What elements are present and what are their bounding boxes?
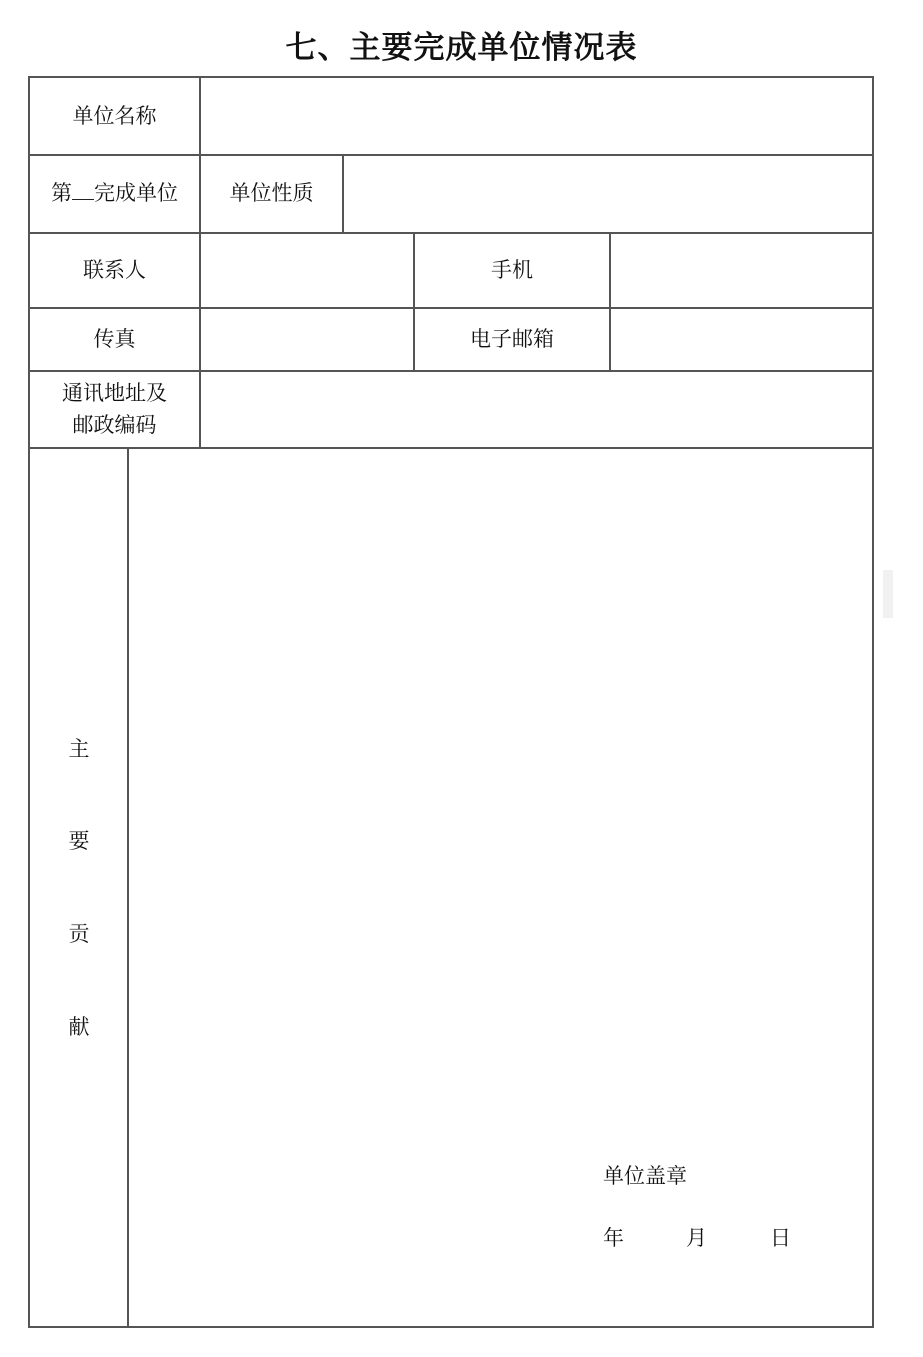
date-month-label: 月 xyxy=(686,1226,707,1250)
contribution-label-char: 主 xyxy=(68,737,90,761)
contact-label: 联系人 xyxy=(83,258,146,282)
mobile-label: 手机 xyxy=(491,258,533,282)
date-day-label: 日 xyxy=(770,1226,791,1250)
address-field[interactable] xyxy=(201,372,872,447)
contribution-label-char: 献 xyxy=(68,1015,90,1039)
address-label-line1: 通讯地址及 xyxy=(62,381,167,405)
rank-blank[interactable] xyxy=(72,179,94,200)
unit-name-label: 单位名称 xyxy=(72,104,157,128)
date-year-label: 年 xyxy=(603,1226,624,1250)
scan-edge-mark xyxy=(883,570,893,618)
unit-seal-label: 单位盖章 xyxy=(603,1164,687,1188)
email-label: 电子邮箱 xyxy=(470,327,554,351)
fax-label: 传真 xyxy=(93,327,136,351)
contribution-label-char: 要 xyxy=(68,829,90,853)
rank-label xyxy=(30,178,199,208)
table-border-right xyxy=(872,76,874,1328)
rank-prefix: 第 xyxy=(51,181,72,205)
email-field[interactable] xyxy=(611,309,872,370)
contact-field[interactable] xyxy=(201,234,413,307)
rank-suffix: 完成单位 xyxy=(94,181,178,205)
unit-name-field[interactable] xyxy=(201,78,872,154)
address-label-line2: 邮政编码 xyxy=(72,413,157,437)
fax-field[interactable] xyxy=(201,309,413,370)
unit-nature-label: 单位性质 xyxy=(229,181,314,205)
table-border-bottom xyxy=(28,1326,874,1328)
form-title: 七、主要完成单位情况表 xyxy=(285,30,638,66)
contribution-field[interactable] xyxy=(129,449,872,1149)
mobile-field[interactable] xyxy=(611,234,872,307)
contribution-label-char: 贡 xyxy=(68,922,90,946)
unit-nature-field[interactable] xyxy=(344,156,872,232)
